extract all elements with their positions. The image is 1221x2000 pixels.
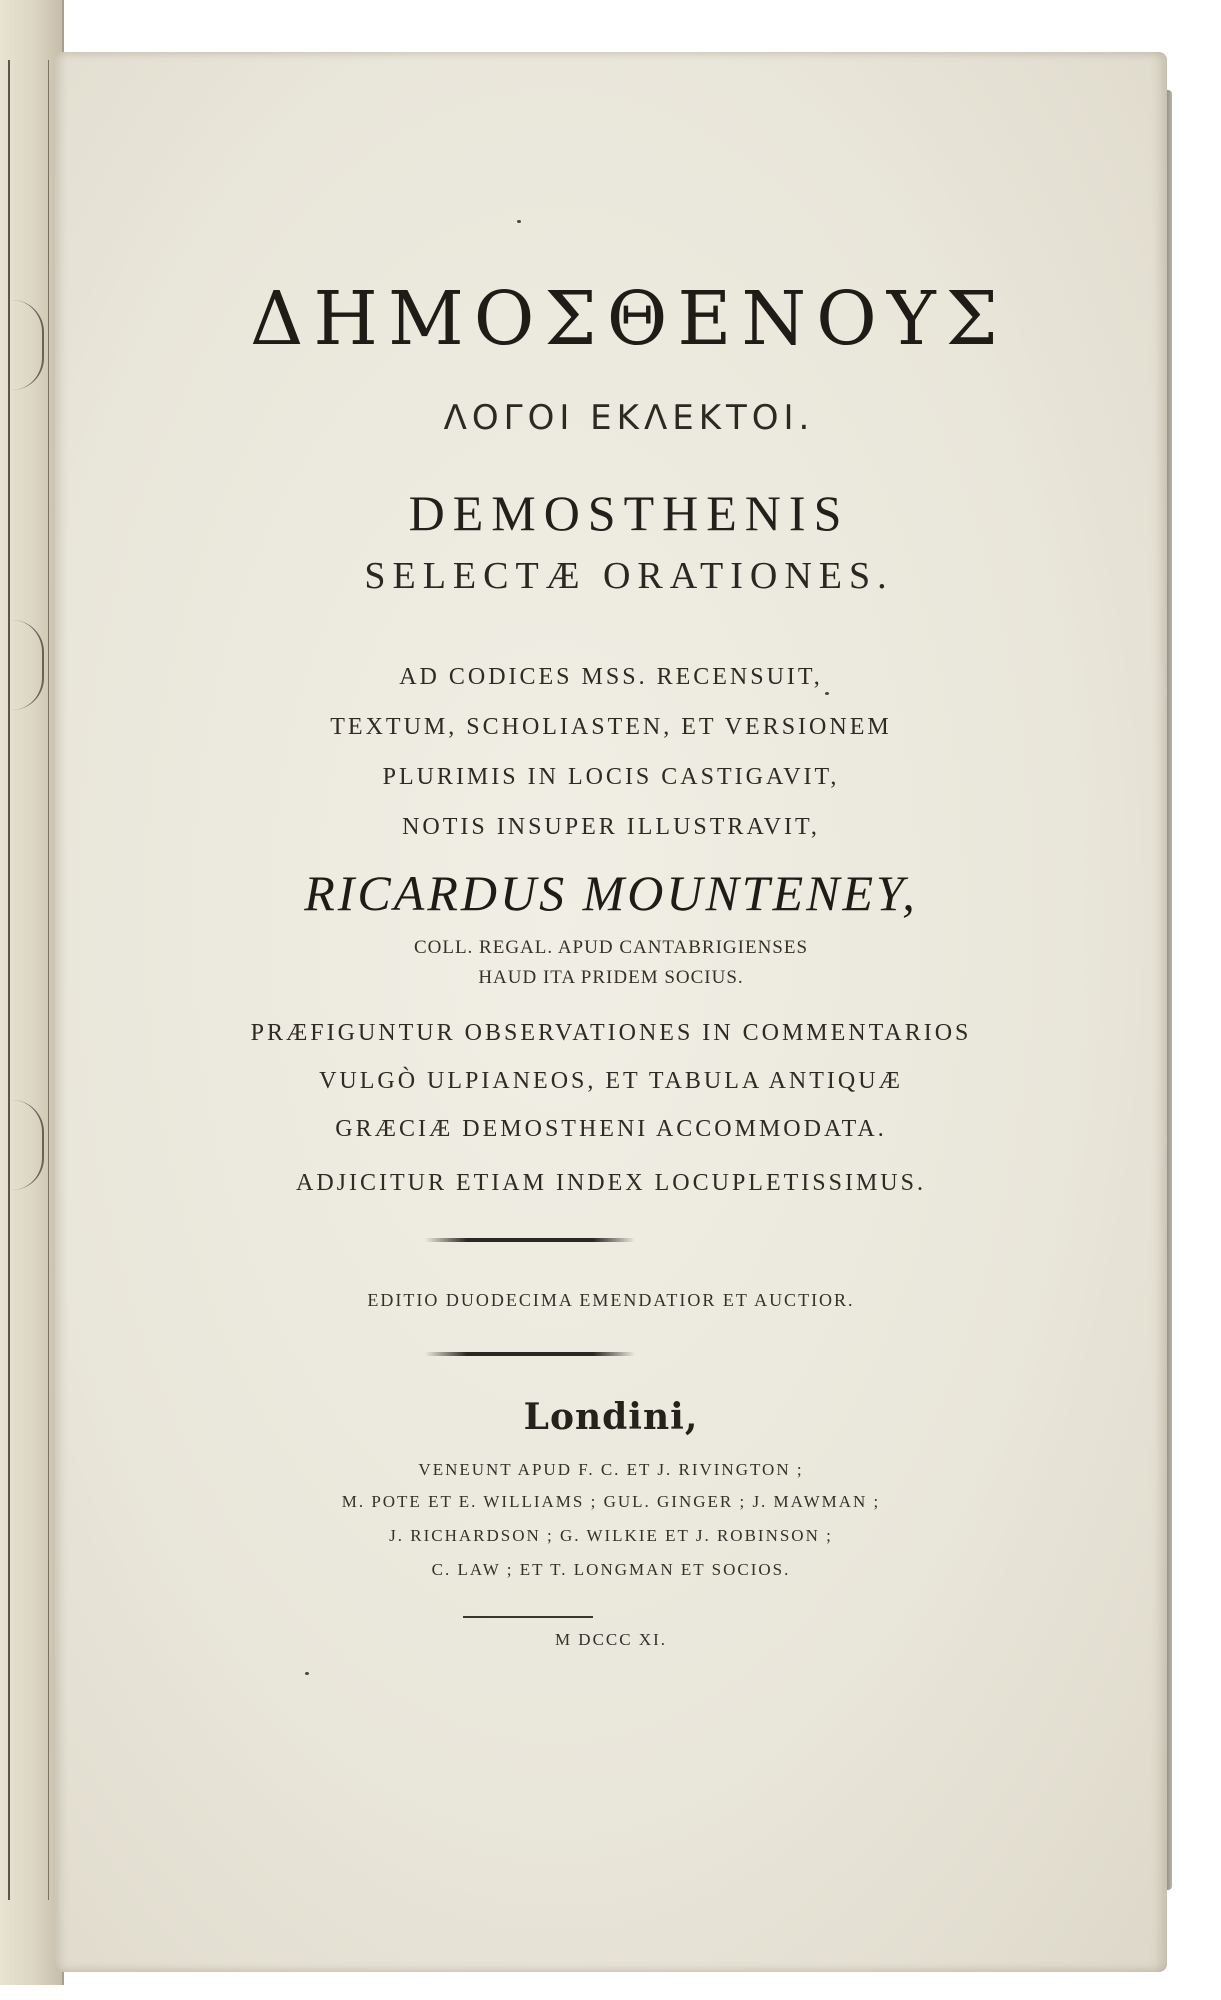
publisher-line: VENEUNT APUD F. C. ET J. RIVINGTON ;: [418, 1460, 804, 1479]
imprint-place: Londini,: [523, 1396, 699, 1438]
edition-statement: EDITIO DUODECIMA EMENDATIOR ET AUCTIOR.: [367, 1290, 855, 1310]
foxing-speck: [305, 1672, 309, 1675]
greek-title: ΔΗΜΟΣΘΕΝΟΥΣ: [249, 276, 1008, 362]
editor-affiliation-line: HAUD ITA PRIDEM SOCIUS.: [478, 967, 744, 988]
description-line: AD CODICES MSS. RECENSUIT,: [399, 664, 823, 690]
preface-line: ADJICITUR ETIAM INDEX LOCUPLETISSIMUS.: [296, 1170, 926, 1196]
latin-title: DEMOSTHENIS: [408, 485, 850, 541]
foxing-speck: [517, 220, 521, 223]
greek-subtitle: ΛΟΓΟΙ ΕΚΛΕΚΤΟΙ.: [443, 398, 815, 438]
publisher-line: C. LAW ; ET T. LONGMAN ET SOCIOS.: [431, 1560, 791, 1579]
title-page: [55, 52, 1167, 1972]
imprint-date: M DCCC XI.: [554, 1630, 668, 1649]
latin-subtitle: SELECTÆ ORATIONES.: [364, 555, 894, 597]
preface-line: PRÆFIGUNTUR OBSERVATIONES IN COMMENTARIOS: [250, 1020, 972, 1046]
preface-line: VULGÒ ULPIANEOS, ET TABULA ANTIQUÆ: [319, 1068, 903, 1094]
description-line: PLURIMIS IN LOCIS CASTIGAVIT,: [382, 764, 840, 790]
publisher-line: J. RICHARDSON ; G. WILKIE ET J. ROBINSON ;: [389, 1526, 833, 1545]
date-rule: [463, 1616, 593, 1618]
foxing-speck: [825, 692, 829, 695]
description-line: NOTIS INSUPER ILLUSTRAVIT,: [402, 814, 820, 840]
editor-name: RICARDUS MOUNTENEY,: [304, 865, 918, 921]
ornamental-rule: [425, 1238, 635, 1242]
editor-affiliation-line: COLL. REGAL. APUD CANTABRIGIENSES: [413, 937, 809, 958]
publisher-line: M. POTE ET E. WILLIAMS ; GUL. GINGER ; J. MAWMAN ;: [341, 1492, 881, 1511]
ornamental-rule: [425, 1352, 635, 1356]
description-line: TEXTUM, SCHOLIASTEN, ET VERSIONEM: [330, 714, 892, 740]
preface-line: GRÆCIÆ DEMOSTHENI ACCOMMODATA.: [335, 1116, 887, 1142]
